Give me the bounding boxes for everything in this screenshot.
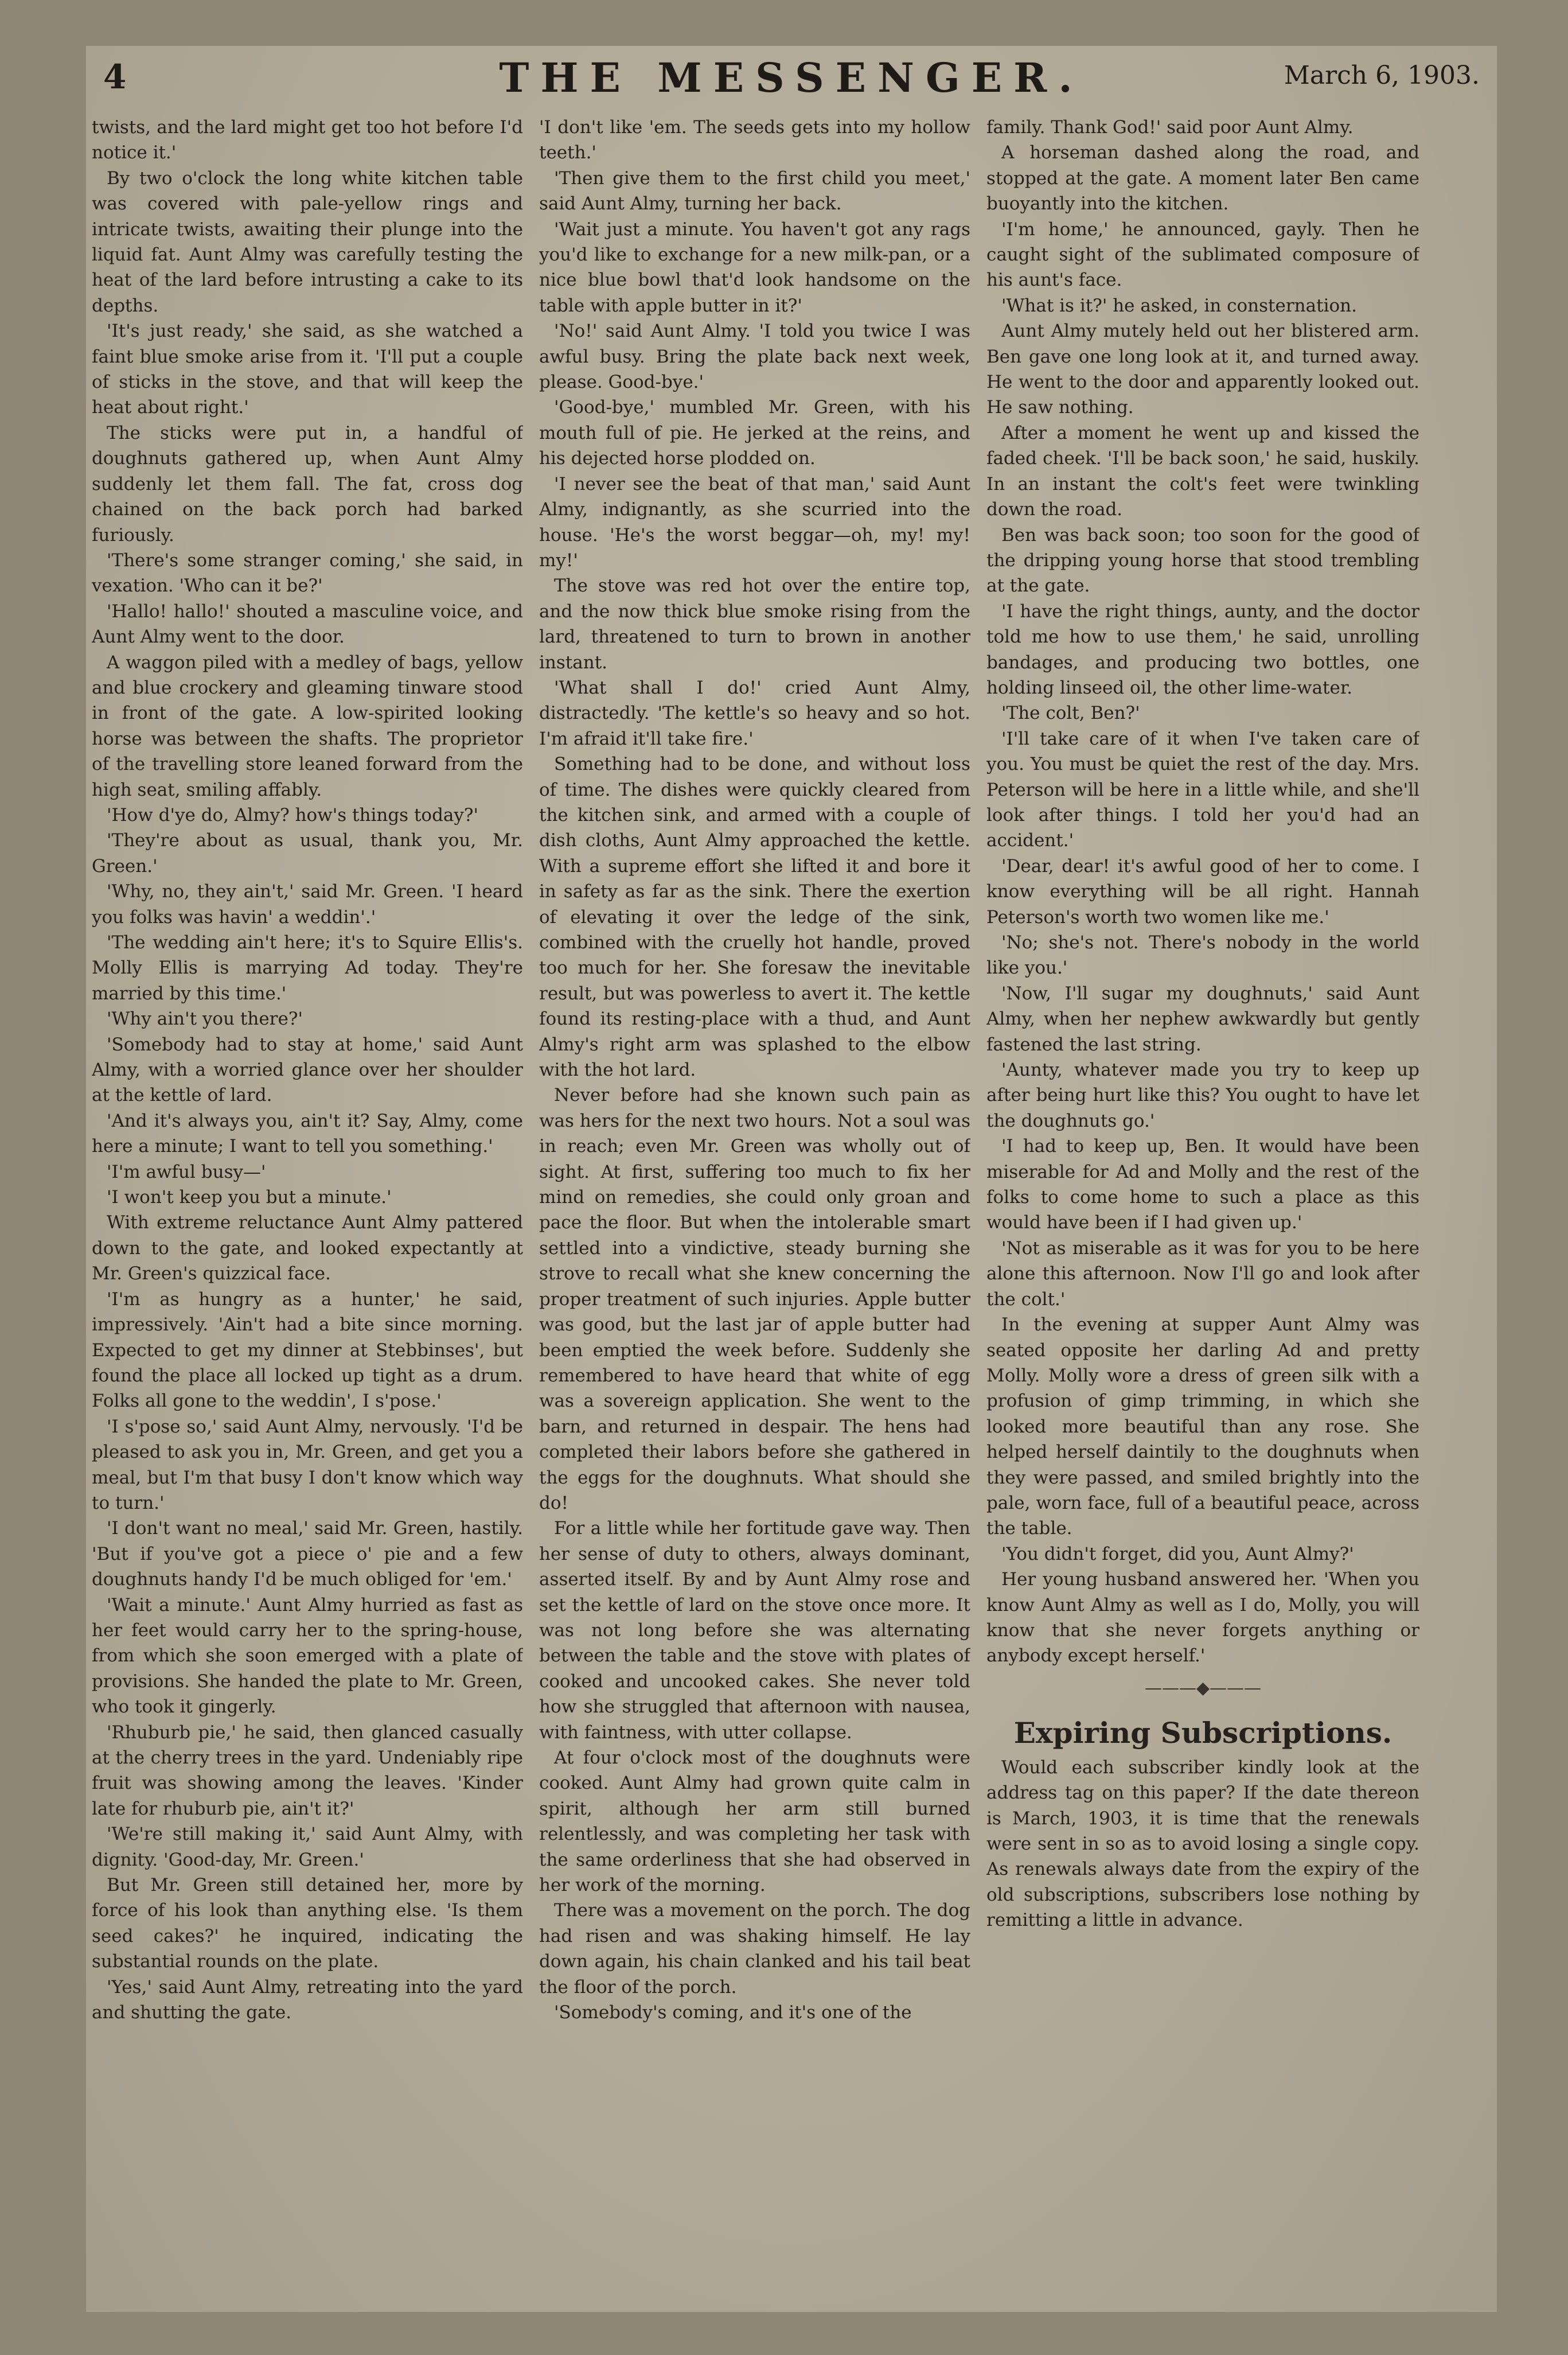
paragraph: 'I'm home,' he announced, gayly. Then he caught sight of the sublimated composure of his aunt's face. xyxy=(986,219,1419,291)
paragraph: There was a movement on the porch. The dog had risen and was shaking himself. He lay down again, his chain clanked and his tail beat the floor of the porch. xyxy=(539,1900,970,1998)
paragraph: 'Good-bye,' mumbled Mr. Green, with his mouth full of pie. He jerked at the reins, and his dejected horse plodded on. xyxy=(539,397,970,469)
newspaper-title: THE MESSENGER. xyxy=(499,54,1084,102)
paragraph: 'I won't keep you but a minute.' xyxy=(107,1187,392,1208)
paragraph: 'Not as miserable as it was for you to be here alone this afternoon. Now I'll go and look after the colt.' xyxy=(986,1237,1419,1310)
column-1 xyxy=(92,115,523,2295)
paragraph: 'Wait just a minute. You haven't got any rags you'd like to exchange for a new milk-pan, or a nice blue bowl that'd look handsome on the table with apple butter in it?' xyxy=(539,219,970,316)
paragraph: 'No; she's not. There's nobody in the world like you.' xyxy=(986,932,1419,979)
paragraph: A waggon piled with a medley of bags, yellow and blue crockery and gleaming tinware stood in front of the gate. A low-spirited looking horse was between the shafts. The proprietor of the travelling store leaned forward from the high seat, smiling affably. xyxy=(92,652,523,800)
paragraph: 'We're still making it,' said Aunt Almy, with dignity. 'Good-day, Mr. Green.' xyxy=(92,1824,523,1870)
section-separator: ———◆——— xyxy=(1144,1677,1262,1698)
masthead xyxy=(86,46,1497,103)
paragraph: 'Yes,' said Aunt Almy, retreating into the yard and shutting the gate. xyxy=(92,1976,523,2023)
paragraph: 'How d'ye do, Almy? how's things today?' xyxy=(107,804,479,826)
paragraph: 'Somebody had to stay at home,' said Aunt Almy, with a worried glance over her shoulder at the kettle of lard. xyxy=(92,1034,523,1106)
paragraph: By two o'clock the long white kitchen table was covered with pale-yellow rings and intricate twists, awaiting their plunge into the liquid fat. Aunt Almy was carefully testing the heat of the lard before intrusting a cake to its depths. xyxy=(92,168,523,316)
paragraph: 'I'm as hungry as a hunter,' he said, impressively. 'Ain't had a bite since morning. Expected to get my dinner at Stebbinses', but found the place all locked up tight as a drum. Folks all gone to the weddin', I s'pose.' xyxy=(92,1289,523,1412)
paragraph: Her young husband answered her. 'When you know Aunt Almy as well as I do, Molly, you will know that she never forgets anything or anybody except herself.' xyxy=(986,1569,1419,1667)
paragraph: 'Why, no, they ain't,' said Mr. Green. 'I heard you folks was havin' a weddin'.' xyxy=(92,881,523,928)
column-3-story xyxy=(986,115,1419,1669)
paragraph: 'Somebody's coming, and it's one of the xyxy=(554,2002,912,2023)
paragraph: But Mr. Green still detained her, more by force of his look than anything else. 'Is them seed cakes?' he inquired, indicating the substantial rounds on the plate. xyxy=(92,1875,523,1972)
paragraph: At four o'clock most of the doughnuts were cooked. Aunt Almy had grown quite calm in spirit, although her arm still burned relentlessly, and was completing her task with the same orderliness that she had observed in her work of the morning. xyxy=(539,1747,970,1896)
paragraph: The sticks were put in, a handful of doughnuts gathered up, when Aunt Almy suddenly let them fall. The fat, cross dog chained on the back porch had barked furiously. xyxy=(92,422,523,546)
paragraph: 'I don't want no meal,' said Mr. Green, hastily. 'But if you've got a piece o' pie and a few doughnuts handy I'd be much obliged for 'em.' xyxy=(92,1518,523,1590)
paragraph: 'And it's always you, ain't it? Say, Almy, come here a minute; I want to tell you something.' xyxy=(92,1110,523,1157)
paragraph: 'Now, I'll sugar my doughnuts,' said Aunt Almy, when her nephew awkwardly but gently fastened the last string. xyxy=(986,983,1419,1055)
paragraph: 'No!' said Aunt Almy. 'I told you twice I was awful busy. Bring the plate back next week, please. Good-bye.' xyxy=(539,321,970,393)
paragraph: 'I have the right things, aunty, and the doctor told me how to use them,' he said, unrolling bandages, and producing two bottles, one holding linseed oil, the other lime-water. xyxy=(986,601,1419,698)
paragraph: In the evening at supper Aunt Almy was seated opposite her darling Ad and pretty Molly. Molly wore a dress of green silk with a profusion of gimp trimming, in which she looked more beautiful than any rose. She helped herself daintily to the doughnuts when they were passed, and smiled brightly into the pale, worn face, full of a beautiful peace, across the table. xyxy=(986,1314,1419,1539)
paragraph: 'They're about as usual, thank you, Mr. Green.' xyxy=(92,830,523,877)
paragraph: 'I never see the beat of that man,' said Aunt Almy, indignantly, as she scurried into the house. 'He's the worst beggar—oh, my! my! my!' xyxy=(539,473,970,571)
paragraph: 'Then give them to the first child you meet,' said Aunt Almy, turning her back. xyxy=(539,168,970,215)
paragraph: 'The colt, Ben?' xyxy=(1001,703,1140,724)
paragraph: family. Thank God!' said poor Aunt Almy. xyxy=(986,117,1354,138)
paragraph: 'Aunty, whatever made you try to keep up after being hurt like this? You ought to have let the doughnuts go.' xyxy=(986,1060,1419,1131)
paragraph: 'I don't like 'em. The seeds gets into my hollow teeth.' xyxy=(539,117,970,164)
paragraph: 'You didn't forget, did you, Aunt Almy?' xyxy=(1001,1543,1354,1564)
paragraph: 'What is it?' he asked, in consternation. xyxy=(1001,295,1357,316)
paragraph: 'Hallo! hallo!' shouted a masculine voice, and Aunt Almy went to the door. xyxy=(92,601,523,648)
column-2 xyxy=(539,115,970,2295)
paragraph: A horseman dashed along the road, and stopped at the gate. A moment later Ben came buoyantly into the kitchen. xyxy=(986,142,1419,215)
issue-date: March 6, 1903. xyxy=(1284,61,1480,90)
subscriptions-body: Would each subscriber kindly look at the address tag on this paper? If the date thereon is March, 1903, it is time that the renewals were sent in so as to avoid losing a single copy. As renewals always date from the expiry of the old subscriptions, subscribers lose nothing by remitting a little in advance. xyxy=(986,1757,1419,1931)
paragraph: 'Why ain't you there?' xyxy=(107,1009,303,1030)
paragraph: 'I'm awful busy—' xyxy=(107,1161,266,1182)
paragraph: Aunt Almy mutely held out her blistered arm. Ben gave one long look at it, and turned away. He went to the door and apparently looked out. He saw nothing. xyxy=(986,321,1419,418)
paragraph: 'I had to keep up, Ben. It would have been miserable for Ad and Molly and the rest of the folks to come home to such a place as this would have been if I had given up.' xyxy=(986,1136,1419,1233)
newspaper-page xyxy=(86,46,1497,2312)
paragraph: With extreme reluctance Aunt Almy pattered down to the gate, and looked expectantly at Mr. Green's quizzical face. xyxy=(92,1212,523,1284)
page-number: 4 xyxy=(103,57,127,96)
paragraph: For a little while her fortitude gave way. Then her sense of duty to others, always dominant, asserted itself. By and by Aunt Almy rose and set the kettle of lard on the stove once more. It was not long before she was alternating between the table and the stove with plates of cooked and uncooked cakes. She never told how she struggled that afternoon with nausea, with faintness, with utter collapse. xyxy=(539,1518,970,1743)
paragraph: Something had to be done, and without loss of time. The dishes were quickly cleared from the kitchen sink, and armed with a couple of dish cloths, Aunt Almy approached the kettle. With a supreme effort she lifted it and bore it in safety as far as the sink. There the exertion of elevating it over the ledge of the sink, combined with the cruelly hot handle, proved too much for her. She foresaw the inevitable result, but was powerless to avert it. The kettle found its resting-place with a thud, and Aunt Almy's right arm was splashed to the elbow with the hot lard. xyxy=(539,754,970,1081)
paragraph: 'I'll take care of it when I've taken care of you. You must be quiet the rest of the day. Mrs. Peterson will be here in a little while, and she'll look after things. I told her you'd had an accident.' xyxy=(986,728,1419,851)
subscriptions-heading: Expiring Subscriptions. xyxy=(1013,1715,1393,1750)
paragraph: Ben was back soon; too soon for the good of the dripping young horse that stood trembling at the gate. xyxy=(986,524,1419,597)
paragraph: Never before had she known such pain as was hers for the next two hours. Not a soul was in reach; even Mr. Green was wholly out of sight. At first, suffering too much to fix her mind on remedies, she could only groan and pace the floor. But when the intolerable smart settled into a vindictive, steady burning she strove to recall what she knew concerning the proper treatment of such injuries. Apple butter was good, but the last jar of apple butter had been emptied the week before. Suddenly she remembered to have heard that white of egg was a sovereign application. She went to the barn, and returned in despair. The hens had completed their labors before she gathered in the eggs for the doughnuts. What should she do! xyxy=(539,1085,970,1513)
paragraph: 'There's some stranger coming,' she said, in vexation. 'Who can it be?' xyxy=(92,550,523,597)
paragraph: twists, and the lard might get too hot before I'd notice it.' xyxy=(92,117,523,164)
paragraph: 'I s'pose so,' said Aunt Almy, nervously. 'I'd be pleased to ask you in, Mr. Green, and get you a meal, but I'm that busy I don't know which way to turn.' xyxy=(92,1416,523,1513)
paragraph: 'Wait a minute.' Aunt Almy hurried as fast as her feet would carry her to the spring-house, from which she soon emerged with a plate of provisions. She handed the plate to Mr. Green, who took it gingerly. xyxy=(92,1594,523,1718)
paragraph: After a moment he went up and kissed the faded cheek. 'I'll be back soon,' he said, huskily. In an instant the colt's feet were twinkling down the road. xyxy=(986,422,1419,520)
paragraph: 'It's just ready,' she said, as she watched a faint blue smoke arise from it. 'I'll put a couple of sticks in the stove, and that will keep the heat about right.' xyxy=(92,321,523,418)
paragraph: The stove was red hot over the entire top, and the now thick blue smoke rising from the lard, threatened to turn to brown in another instant. xyxy=(539,575,970,673)
column-3 xyxy=(986,115,1419,2295)
paragraph: 'The wedding ain't here; it's to Squire Ellis's. Molly Ellis is marrying Ad today. They're married by this time.' xyxy=(92,932,523,1004)
paragraph: 'Dear, dear! it's awful good of her to come. I know everything will be all right. Hannah Peterson's worth two women like me.' xyxy=(986,855,1419,928)
paragraph: 'What shall I do!' cried Aunt Almy, distractedly. 'The kettle's so heavy and so hot. I'm afraid it'll take fire.' xyxy=(539,677,970,749)
paragraph: 'Rhuburb pie,' he said, then glanced casually at the cherry trees in the yard. Undeniably ripe fruit was showing among the leaves. 'Kinder late for rhuburb pie, ain't it?' xyxy=(92,1722,523,1819)
